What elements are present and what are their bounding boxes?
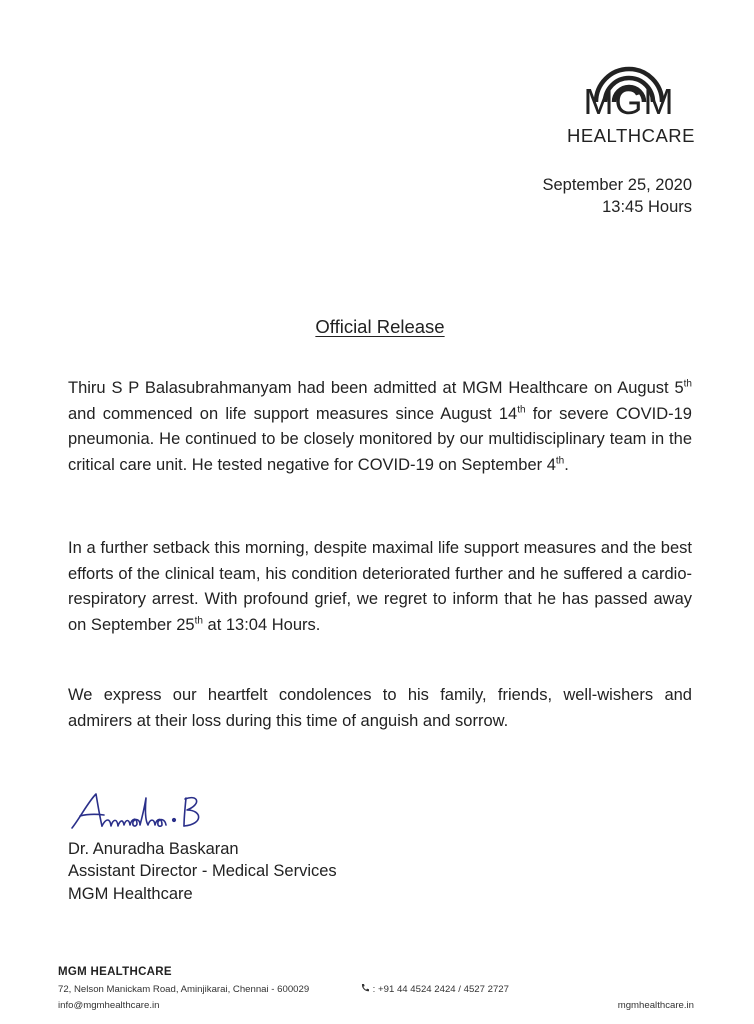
release-date: September 25, 2020 [542, 176, 692, 194]
release-time: 13:45 Hours [602, 198, 692, 216]
footer-phone-text: : +91 44 4524 2424 / 4527 2727 [372, 984, 509, 995]
signatory-name: Dr. Anuradha Baskaran [68, 840, 239, 858]
paragraph-announcement [68, 536, 692, 638]
phone-icon [360, 983, 370, 993]
text-run: for severe COVID-19 pneumonia. He continued to be closely monitored by our multidisciplinary team in the critical care unit. He tested negative for COVID-19 on September 4 [68, 404, 692, 474]
footer-address: 72, Nelson Manickam Road, Aminjikarai, Chennai - 600029 [58, 984, 310, 995]
ordinal-suffix: th [517, 404, 526, 415]
footer-company: MGM HEALTHCARE [58, 966, 172, 978]
paragraph-condolences: We express our heartfelt condolences to his family, friends, well-wishers and admirers at their loss during this time of anguish and sorrow. [68, 686, 692, 730]
text-run: and commenced on life support measures since August 14 [68, 404, 518, 423]
text-run: at 13:04 Hours. [202, 615, 321, 634]
footer-email[interactable]: info@mgmhealthcare.in [58, 1000, 160, 1011]
text-run: . [564, 455, 569, 474]
footer-phone [360, 983, 509, 995]
footer-website[interactable]: mgmhealthcare.in [617, 1000, 694, 1011]
document-title: Official Release [315, 316, 445, 337]
signatory-role: Assistant Director - Medical Services [68, 862, 337, 880]
ordinal-suffix: th [683, 378, 692, 390]
logo-mark: MGM [583, 81, 675, 122]
ordinal-suffix: th [555, 455, 565, 466]
paragraph-admission [68, 376, 692, 478]
text-run: In a further setback this morning, despite maximal life support measures and the best efforts of the clinical team, his condition deteriorated further and he suffered a cardio-respiratory arrest. With profound grief, we regret to inform that he has passed away on September 25 [68, 539, 692, 634]
handwritten-signature [66, 788, 216, 836]
logo-subtitle: HEALTHCARE [566, 125, 695, 146]
text-run: Thiru S P Balasubrahmanyam had been admitted at MGM Healthcare on August 5 [68, 379, 684, 397]
ordinal-suffix: th [194, 615, 203, 626]
signatory-organization: MGM Healthcare [68, 885, 193, 903]
